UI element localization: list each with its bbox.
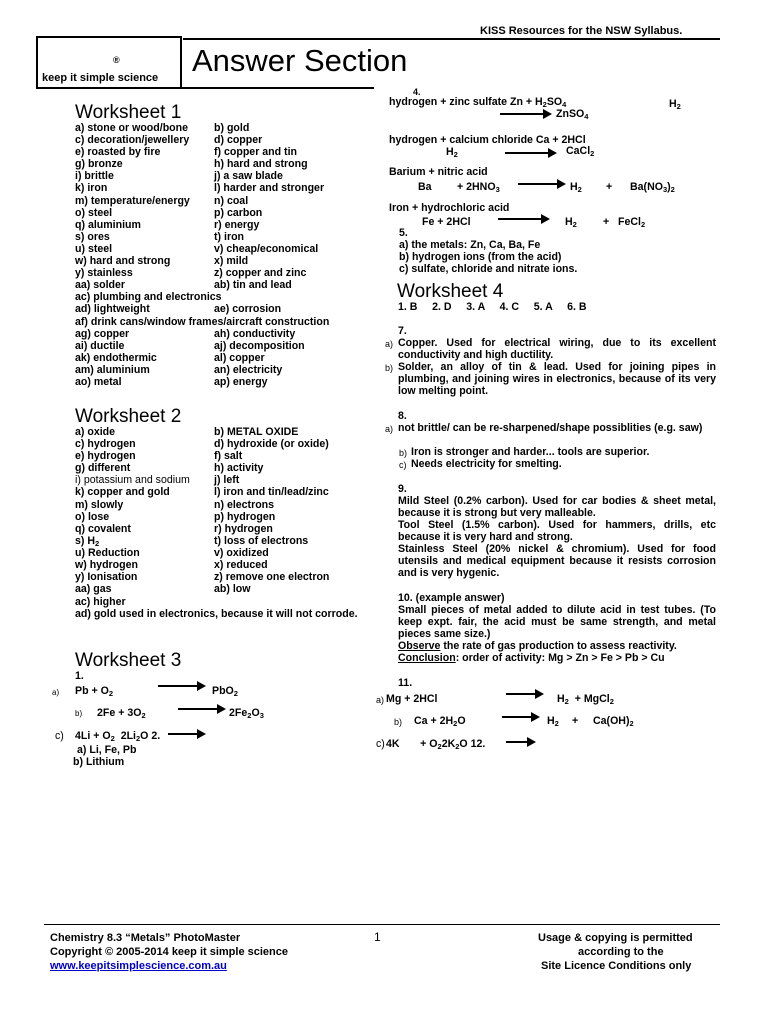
q11-c-mid: + O bbox=[420, 738, 438, 750]
answer-right: p) carbon bbox=[214, 206, 263, 219]
answer-row bbox=[75, 134, 375, 146]
title-rule bbox=[36, 87, 374, 89]
answer-row bbox=[75, 499, 375, 511]
answer-row bbox=[75, 486, 375, 498]
answer-right: n) coal bbox=[214, 194, 249, 207]
q10-observe bbox=[398, 640, 677, 652]
barium-ba: Ba bbox=[418, 181, 432, 193]
answer-right: aj) decomposition bbox=[214, 339, 305, 352]
iron-reactants: Fe + 2HCl bbox=[422, 216, 471, 228]
q7-number: 7. bbox=[398, 325, 407, 337]
answer-row bbox=[75, 328, 375, 340]
q11-number: 11. bbox=[398, 677, 413, 689]
q5-b: b) hydrogen ions (from the acid) bbox=[399, 251, 562, 263]
answer-row-full: ac) plumbing and electronics bbox=[75, 291, 222, 304]
barium-acid-text: + 2HNO bbox=[457, 181, 496, 193]
ws3-a-product: PbO$_2$ bbox=[212, 685, 238, 698]
answer-right: z) remove one electron bbox=[214, 571, 330, 584]
page-number: 1 bbox=[374, 930, 381, 944]
answer-left: c) decoration/jewellery bbox=[75, 134, 190, 147]
footer-website-link[interactable]: www.keepitsimplescience.com.au bbox=[50, 960, 227, 972]
ws3-c-label: c) bbox=[55, 730, 64, 742]
answer-left: o) lose bbox=[75, 510, 110, 523]
registered-mark: ® bbox=[113, 55, 120, 65]
answer-right: ab) low bbox=[214, 583, 251, 596]
answer-row bbox=[75, 511, 375, 523]
answer-left: q) aluminium bbox=[75, 218, 141, 231]
answer-right: ae) corrosion bbox=[214, 303, 282, 316]
answer-right: p) hydrogen bbox=[214, 510, 276, 523]
q11-b-plus: + bbox=[572, 715, 579, 727]
q11-a-label: a) bbox=[376, 695, 385, 705]
q9-number: 9. bbox=[398, 483, 407, 495]
zinc-line: hydrogen + zinc sulfate $Zn + H_2SO_4$ bbox=[389, 96, 567, 109]
answer-right: j) a saw blade bbox=[214, 170, 283, 183]
answer-right: f) salt bbox=[214, 450, 243, 463]
answer-row bbox=[75, 303, 375, 315]
ws3-b-label: b) bbox=[75, 709, 83, 718]
q11-a-p: + MgCl bbox=[574, 693, 610, 705]
barium-h2-text: H bbox=[570, 181, 578, 193]
answer-right: n) electrons bbox=[214, 498, 275, 511]
q8-b: Iron is stronger and harder... tools are superior. bbox=[411, 446, 650, 458]
ws3-a-label: a) bbox=[52, 688, 60, 697]
q11-c-end: O 12. bbox=[459, 738, 486, 750]
q11-a-reactants: Mg + 2HCl bbox=[386, 693, 438, 705]
answer-row bbox=[75, 170, 375, 182]
answer-row bbox=[75, 146, 375, 158]
q8-number: 8. bbox=[398, 410, 407, 422]
footer-copyright: Copyright © 2005-2014 keep it simple science bbox=[50, 946, 288, 958]
answer-right: d) hydroxide (or oxide) bbox=[214, 438, 329, 451]
zinc-h2-text: H bbox=[669, 98, 677, 110]
barium-acid: + $2HNO_3$ bbox=[457, 181, 500, 194]
answer-row bbox=[75, 243, 375, 255]
ws4-answers: 1. B 2. D 3. A 4. C 5. A 6. B bbox=[398, 301, 587, 313]
answer-right: l) harder and stronger bbox=[214, 182, 325, 195]
ws3-c-end: O 2. bbox=[140, 730, 161, 742]
answer-right: h) activity bbox=[214, 462, 264, 475]
answer-right: ab) tin and lead bbox=[214, 279, 292, 292]
worksheet-3-heading: Worksheet 3 bbox=[75, 650, 182, 671]
answer-right: z) copper and zinc bbox=[214, 267, 307, 280]
answer-right: ap) energy bbox=[214, 375, 268, 388]
worksheet-4-heading: Worksheet 4 bbox=[397, 281, 504, 302]
answer-left: o) steel bbox=[75, 206, 113, 219]
q8-c: Needs electricity for smelting. bbox=[411, 458, 562, 470]
answer-right: h) hard and strong bbox=[214, 158, 308, 171]
answer-left: e) hydrogen bbox=[75, 450, 136, 463]
observe-text: the rate of gas production to assess reactivity. bbox=[440, 640, 677, 652]
calcium-h2-text: H bbox=[446, 146, 454, 158]
arrow-icon bbox=[505, 152, 555, 154]
q11-c-k2: 2K bbox=[441, 738, 456, 750]
iron-prod-text: FeCl bbox=[618, 216, 641, 228]
iron-product: FeCl$_2$ bbox=[618, 216, 646, 229]
barium-prod-text: Ba(NO bbox=[630, 181, 663, 193]
q9-stainless-steel: Stainless Steel (20% nickel & chromium). Used for food utensils and medical equipment because it resists corrosion and is very hygenic. bbox=[398, 543, 716, 580]
answer-left: u) Reduction bbox=[75, 546, 140, 559]
answer-row bbox=[75, 462, 375, 474]
q5-number: 5. bbox=[399, 227, 408, 239]
footer-usage-2: according to the bbox=[578, 946, 664, 958]
answer-left: w) hydrogen bbox=[75, 559, 138, 572]
observe-word: Observe bbox=[398, 640, 441, 652]
answer-left: y) stainless bbox=[75, 267, 133, 280]
ws2-ac: ac) higher bbox=[75, 596, 126, 608]
zinc-so: SO bbox=[546, 96, 563, 108]
answer-left: ai) ductile bbox=[75, 339, 125, 352]
zinc-prod-text: ZnSO bbox=[556, 108, 585, 120]
answer-right: d) copper bbox=[214, 134, 263, 147]
ws3-b-reactants: $2Fe + 3O_2$ bbox=[97, 707, 146, 720]
calcium-h2: $H_2$ bbox=[446, 146, 458, 159]
answer-row bbox=[75, 340, 375, 352]
ws3-b-text: 2Fe + 3O bbox=[97, 707, 142, 719]
q10-method: Small pieces of metal added to dilute acid in test tubes. (To keep expt. fair, the acid must be same strength, and metal pieces same size.) bbox=[398, 604, 716, 641]
q11-b-h2: $H_2$ bbox=[547, 715, 559, 728]
ws3-b-product: $2Fe_2O_3$ bbox=[229, 707, 264, 720]
answer-row bbox=[75, 523, 375, 535]
arrow-icon bbox=[168, 733, 204, 735]
answer-row bbox=[75, 364, 375, 376]
answer-right: an) electricity bbox=[214, 363, 283, 376]
answer-row bbox=[75, 571, 375, 583]
arrow-icon bbox=[518, 183, 564, 185]
ws3-a-reactants: $Pb + O_2$ bbox=[75, 685, 114, 698]
answer-right: v) oxidized bbox=[214, 546, 269, 559]
barium-product: $Ba(NO_3)_2$ bbox=[630, 181, 675, 194]
zinc-product: ZnSO$_4$ bbox=[556, 108, 589, 121]
arrow-icon bbox=[506, 693, 542, 695]
zinc-h2: $H_2$ bbox=[669, 98, 681, 111]
q10-number: 10. (example answer) bbox=[398, 592, 505, 604]
q8-c-label: c) bbox=[399, 460, 407, 470]
iron-h2-text: H bbox=[565, 216, 573, 228]
answer-right: al) copper bbox=[214, 351, 265, 364]
q11-a-product: $H_2$ + MgCl$_2$ bbox=[557, 693, 614, 706]
answer-row bbox=[75, 219, 375, 231]
footer-rule bbox=[44, 924, 720, 925]
answer-left: s) $H_2$ bbox=[75, 534, 100, 548]
answer-left: s) ores bbox=[75, 230, 110, 243]
barium-plus: + bbox=[606, 181, 613, 193]
answer-row bbox=[75, 195, 375, 207]
answer-row bbox=[75, 426, 375, 438]
subscript: 2 bbox=[95, 538, 100, 548]
q11-a-h: H bbox=[557, 693, 565, 705]
answer-row bbox=[75, 352, 375, 364]
q11-b-label: b) bbox=[394, 717, 403, 727]
logo-text: keep it simple science bbox=[42, 72, 159, 84]
answer-row bbox=[75, 255, 375, 267]
q5-c: c) sulfate, chloride and nitrate ions. bbox=[399, 263, 578, 275]
answer-row bbox=[75, 450, 375, 462]
q11-b-h: H bbox=[547, 715, 555, 727]
answer-right: b) METAL OXIDE bbox=[214, 426, 299, 438]
q4-continued: 4. bbox=[413, 87, 421, 97]
worksheet-1-heading: Worksheet 1 bbox=[75, 102, 182, 123]
footer-course: Chemistry 8.3 “Metals” PhotoMaster bbox=[50, 932, 241, 944]
answer-left: c) hydrogen bbox=[75, 438, 136, 451]
q11-b-reactants: $Ca + 2H_2O$ bbox=[414, 715, 466, 728]
q8-a: not brittle/ can be re-sharpened/shape possiblities (e.g. saw) bbox=[398, 422, 703, 434]
q8-a-label: a) bbox=[385, 424, 394, 434]
arrow-icon bbox=[500, 113, 550, 115]
answer-row bbox=[75, 122, 375, 134]
answer-row bbox=[75, 207, 375, 219]
ws3-2a: a) Li, Fe, Pb bbox=[77, 744, 137, 756]
answer-left: am) aluminium bbox=[75, 363, 150, 376]
zinc-text: hydrogen + zinc sulfate Zn + H bbox=[389, 96, 543, 108]
footer-usage-1: Usage & copying is permitted bbox=[538, 932, 693, 944]
answer-right: v) cheap/economical bbox=[214, 242, 319, 255]
answer-right: r) energy bbox=[214, 218, 260, 231]
answer-left: m) temperature/energy bbox=[75, 194, 190, 207]
worksheet-1-answers bbox=[75, 122, 375, 388]
answer-row bbox=[75, 547, 375, 559]
answer-right: j) left bbox=[214, 474, 240, 487]
answer-row bbox=[75, 559, 375, 571]
answer-left: m) slowly bbox=[75, 498, 124, 511]
iron-title: Iron + hydrochloric acid bbox=[389, 202, 510, 214]
answer-row bbox=[75, 583, 375, 595]
iron-plus: + bbox=[603, 216, 610, 228]
q9-tool-steel: Tool Steel (1.5% carbon). Used for hammers, drills, etc because it is very hard and strong. bbox=[398, 519, 716, 544]
ws3-q1: 1. bbox=[75, 670, 84, 682]
q11-b-product: $Ca(OH)_2$ bbox=[593, 715, 634, 728]
answer-row bbox=[75, 182, 375, 194]
q11-c-k: 4K bbox=[386, 738, 400, 750]
q11-c-equation: 4K + $O_22K_2O$ 12. bbox=[386, 738, 486, 751]
footer-usage-3: Site Licence Conditions only bbox=[541, 960, 692, 972]
q9-mild-steel: Mild Steel (0.2% carbon). Used for car bodies & sheet metal, because it is strong but very malleable. bbox=[398, 495, 716, 520]
answer-row bbox=[75, 535, 375, 547]
ws3-c-equation: $4Li + O_2$ $2Li_2O$ 2. bbox=[75, 730, 161, 743]
answer-left: k) copper and gold bbox=[75, 486, 170, 499]
answer-left: aa) gas bbox=[75, 583, 112, 596]
answer-left: g) different bbox=[75, 462, 131, 475]
answer-row bbox=[75, 279, 375, 291]
q7-a: Copper. Used for electrical wiring, due to its excellent conductivity and high ductility. bbox=[398, 337, 716, 362]
answer-left: i) potassium and sodium bbox=[75, 474, 190, 487]
answer-left: u) steel bbox=[75, 242, 113, 255]
answer-right: b) gold bbox=[214, 122, 250, 134]
answer-row bbox=[75, 438, 375, 450]
answer-left: g) bronze bbox=[75, 158, 123, 171]
calcium-prod-text: CaCl bbox=[566, 145, 591, 157]
q11-b-text: Ca + 2H bbox=[414, 715, 454, 727]
barium-h2: $H_2$ bbox=[570, 181, 582, 194]
answer-left: ak) endothermic bbox=[75, 351, 157, 364]
answer-row bbox=[75, 231, 375, 243]
arrow-icon bbox=[498, 218, 548, 220]
iron-h2: $H_2$ bbox=[565, 216, 577, 229]
answer-row bbox=[75, 267, 375, 279]
arrow-icon bbox=[506, 741, 534, 743]
q11-b-prod: Ca(OH) bbox=[593, 715, 630, 727]
answer-right: t) loss of electrons bbox=[214, 534, 309, 547]
answer-left: w) hard and strong bbox=[75, 255, 171, 268]
conclusion-text: : order of activity: Mg > Zn > Fe > Pb > Cu bbox=[455, 652, 665, 664]
answer-left: ag) copper bbox=[75, 327, 130, 340]
answer-left: ao) metal bbox=[75, 375, 122, 388]
answer-right: ah) conductivity bbox=[214, 327, 296, 340]
arrow-icon bbox=[178, 708, 224, 710]
answer-right: x) reduced bbox=[214, 559, 268, 572]
answer-left: a) stone or wood/bone bbox=[75, 122, 188, 134]
ws3-a-text: Pb + O bbox=[75, 685, 109, 697]
answer-row bbox=[75, 474, 375, 486]
q11-c-label: c) bbox=[376, 738, 385, 750]
calcium-product: CaCl$_2$ bbox=[566, 145, 595, 158]
ws3-b-prod-text: 2Fe bbox=[229, 707, 248, 719]
answer-right: t) iron bbox=[214, 230, 245, 243]
answer-right: l) iron and tin/lead/zinc bbox=[214, 486, 329, 499]
answer-left: k) iron bbox=[75, 182, 108, 195]
answer-left: y) Ionisation bbox=[75, 571, 138, 584]
ws3-c-mid: 2Li bbox=[120, 730, 136, 742]
worksheet-2-answers bbox=[75, 426, 375, 595]
answer-left: aa) solder bbox=[75, 279, 126, 292]
kiss-header-text: KISS Resources for the NSW Syllabus. bbox=[480, 25, 683, 37]
q7-a-label: a) bbox=[385, 339, 394, 349]
page-title: Answer Section bbox=[192, 43, 408, 78]
q10-conclusion bbox=[398, 652, 665, 664]
answer-left: ad) lightweight bbox=[75, 303, 150, 316]
ws3-c-text: 4Li + O bbox=[75, 730, 111, 742]
answer-right: f) copper and tin bbox=[214, 146, 297, 159]
q11-b-o: O bbox=[457, 715, 466, 727]
answer-row-full: af) drink cans/window frames/aircraft construction bbox=[75, 315, 330, 328]
answer-left: i) brittle bbox=[75, 170, 114, 183]
answer-right: r) hydrogen bbox=[214, 522, 273, 535]
answer-left: q) covalent bbox=[75, 522, 131, 535]
answer-right: x) mild bbox=[214, 255, 249, 268]
barium-title: Barium + nitric acid bbox=[389, 166, 488, 178]
answer-row bbox=[75, 158, 375, 170]
q5-a: a) the metals: Zn, Ca, Ba, Fe bbox=[399, 239, 541, 251]
answer-left: a) oxide bbox=[75, 426, 116, 438]
worksheet-2-heading: Worksheet 2 bbox=[75, 406, 182, 427]
ws2-ad: ad) gold used in electronics, because it will not corrode. bbox=[75, 608, 358, 620]
q8-b-label: b) bbox=[399, 448, 408, 458]
q7-b-label: b) bbox=[385, 363, 394, 373]
answer-left: e) roasted by fire bbox=[75, 146, 161, 159]
ws3-2b: b) Lithium bbox=[73, 756, 125, 768]
arrow-icon bbox=[502, 716, 538, 718]
calcium-line: hydrogen + calcium chloride Ca + 2HCl bbox=[389, 134, 586, 146]
q7-b: Solder, an alloy of tin & lead. Used for joining pipes in plumbing, and joining wires in electronics, because of its very low melting point. bbox=[398, 361, 716, 398]
conclusion-word: Conclusion bbox=[398, 652, 456, 664]
ws3-a-prod-text: PbO bbox=[212, 685, 234, 697]
answer-row bbox=[75, 376, 375, 388]
arrow-icon bbox=[158, 685, 204, 687]
header-rule bbox=[183, 38, 720, 40]
